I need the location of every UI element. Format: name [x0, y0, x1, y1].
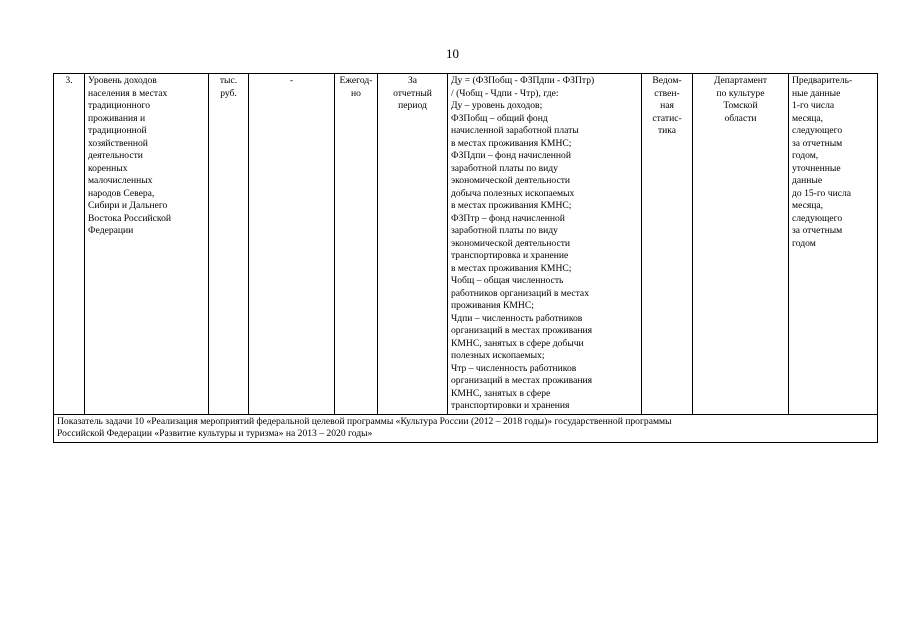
formula-line: ФЗПтр – фонд начисленной [451, 212, 565, 224]
indicator-name-line: традиционной [88, 125, 147, 136]
indicator-name-line: Уровень доходов [88, 75, 157, 86]
formula-line: Чобщ – общая численность [451, 275, 564, 286]
indicator-name-line: традиционного [88, 100, 151, 111]
formula-line: в местах проживания КМНС; [451, 137, 572, 149]
formula-line: транспортировки и хранения [451, 400, 570, 411]
task-indicator-line: Российской Федерации «Развитие культуры и туризма» на 2013 – 2020 годы» [57, 428, 373, 439]
formula-line: экономической деятельности [451, 237, 571, 249]
data-source-line: ная [660, 100, 674, 111]
deadline-line: Предваритель- [792, 75, 853, 86]
formula-line: транспортировка и хранение [451, 250, 569, 261]
indicator-name-line: проживания и [88, 112, 146, 124]
responsible-line: Департамент [713, 75, 768, 86]
formula-line: Чтр – численность работников [451, 362, 577, 374]
data-source-line: Ведом- [652, 75, 682, 86]
deadline-line: за отчетным [792, 225, 843, 236]
deadline-line: годом, [792, 150, 819, 161]
responsible-line: Томской [723, 100, 758, 111]
deadline-line: 1-го числа [792, 100, 835, 111]
formula-line: в местах проживания КМНС; [451, 200, 572, 211]
deadline-line: следующего [792, 212, 843, 224]
page-number: 10 [446, 46, 459, 61]
formula-line: ФЗПобщ – общий фонд [451, 112, 548, 124]
period-line: За [407, 75, 418, 86]
data-source-line: тика [657, 125, 677, 136]
periodicity-line: но [351, 87, 361, 99]
formula-line: ФЗПдпи – фонд начисленной [451, 150, 571, 161]
indicator-name-cell [85, 74, 209, 415]
indicator-name-line: народов Севера, [88, 187, 155, 199]
period-line: период [398, 100, 427, 111]
periodicity-line: Ежегод- [339, 75, 373, 86]
formula-line: проживания КМНС; [451, 300, 534, 311]
formula-line: добыча полезных ископаемых [451, 187, 575, 199]
formula-line: экономической деятельности [451, 175, 571, 186]
formula-line: начисленной заработной платы [451, 125, 579, 136]
data-source-line: ствен- [654, 87, 680, 99]
task-indicator-line: Показатель задачи 10 «Реализация мероприятий федеральной целевой программы «Культура России (2012 – 2018 годы)» государственной программы [57, 415, 672, 427]
formula-line: полезных ископаемых; [451, 350, 545, 361]
indicator-name-line: Сибири и Дальнего [88, 200, 168, 211]
periodicity-cell [335, 74, 378, 415]
deadline-line: уточненные [792, 162, 841, 174]
formula-cell [448, 74, 642, 415]
deadline-line: месяца, [792, 112, 824, 124]
responsible-line: по культуре [716, 87, 765, 99]
deadline-line: ные данные [792, 87, 841, 99]
responsible-line: области [724, 112, 757, 124]
formula-line: КМНС, занятых в сфере добычи [451, 337, 584, 349]
formula-line: в местах проживания КМНС; [451, 262, 572, 274]
indicator-name-line: хозяйственной [88, 137, 148, 149]
formula-line: Ду = (ФЗПобщ - ФЗПдпи - ФЗПтр) [451, 75, 595, 86]
responsible-cell [693, 74, 789, 415]
formula-line: работников организаций в местах [451, 287, 589, 299]
task-indicator-row [54, 414, 878, 442]
formula-line: заработной платы по виду [451, 225, 558, 236]
table-row [54, 74, 878, 415]
unit-line: руб. [220, 87, 237, 99]
deadline-line: до 15-го числа [792, 187, 852, 199]
indicator-name-line: деятельности [88, 150, 143, 161]
indicator-name-line: населения в местах [88, 87, 168, 99]
base-value-cell [249, 74, 335, 415]
formula-line: Ду – уровень доходов; [451, 100, 543, 111]
row-number-cell [54, 74, 85, 415]
formula-line: организаций в местах проживания [451, 325, 593, 336]
indicator-name-line: Федерации [88, 225, 134, 236]
period-line: отчетный [393, 87, 432, 99]
task-indicator-cell [54, 414, 878, 442]
data-source-line: статис- [652, 112, 682, 124]
formula-line: Чдпи – численность работников [451, 312, 583, 324]
data-source-cell [642, 74, 693, 415]
deadline-line: годом [792, 237, 816, 249]
row-number: 3. [65, 75, 73, 86]
deadline-line: месяца, [792, 200, 824, 211]
deadline-line: следующего [792, 125, 843, 136]
formula-line: КМНС, занятых в сфере [451, 387, 551, 399]
formula-line: заработной платы по виду [451, 162, 558, 174]
formula-line: / (Чобщ - Чдпи - Чтр), где: [451, 87, 559, 99]
indicator-table [53, 73, 878, 443]
indicator-name-line: Востока Российской [88, 212, 172, 224]
base-value-dash: - [289, 75, 294, 86]
indicator-name-line: малочисленных [88, 175, 153, 186]
deadline-line: за отчетным [792, 137, 843, 149]
period-cell [378, 74, 448, 415]
deadline-line: данные [792, 175, 823, 186]
formula-line: организаций в местах проживания [451, 375, 593, 386]
unit-line: тыс. [219, 75, 238, 86]
unit-cell [209, 74, 249, 415]
indicator-name-line: коренных [88, 162, 128, 174]
deadline-cell [789, 74, 878, 415]
